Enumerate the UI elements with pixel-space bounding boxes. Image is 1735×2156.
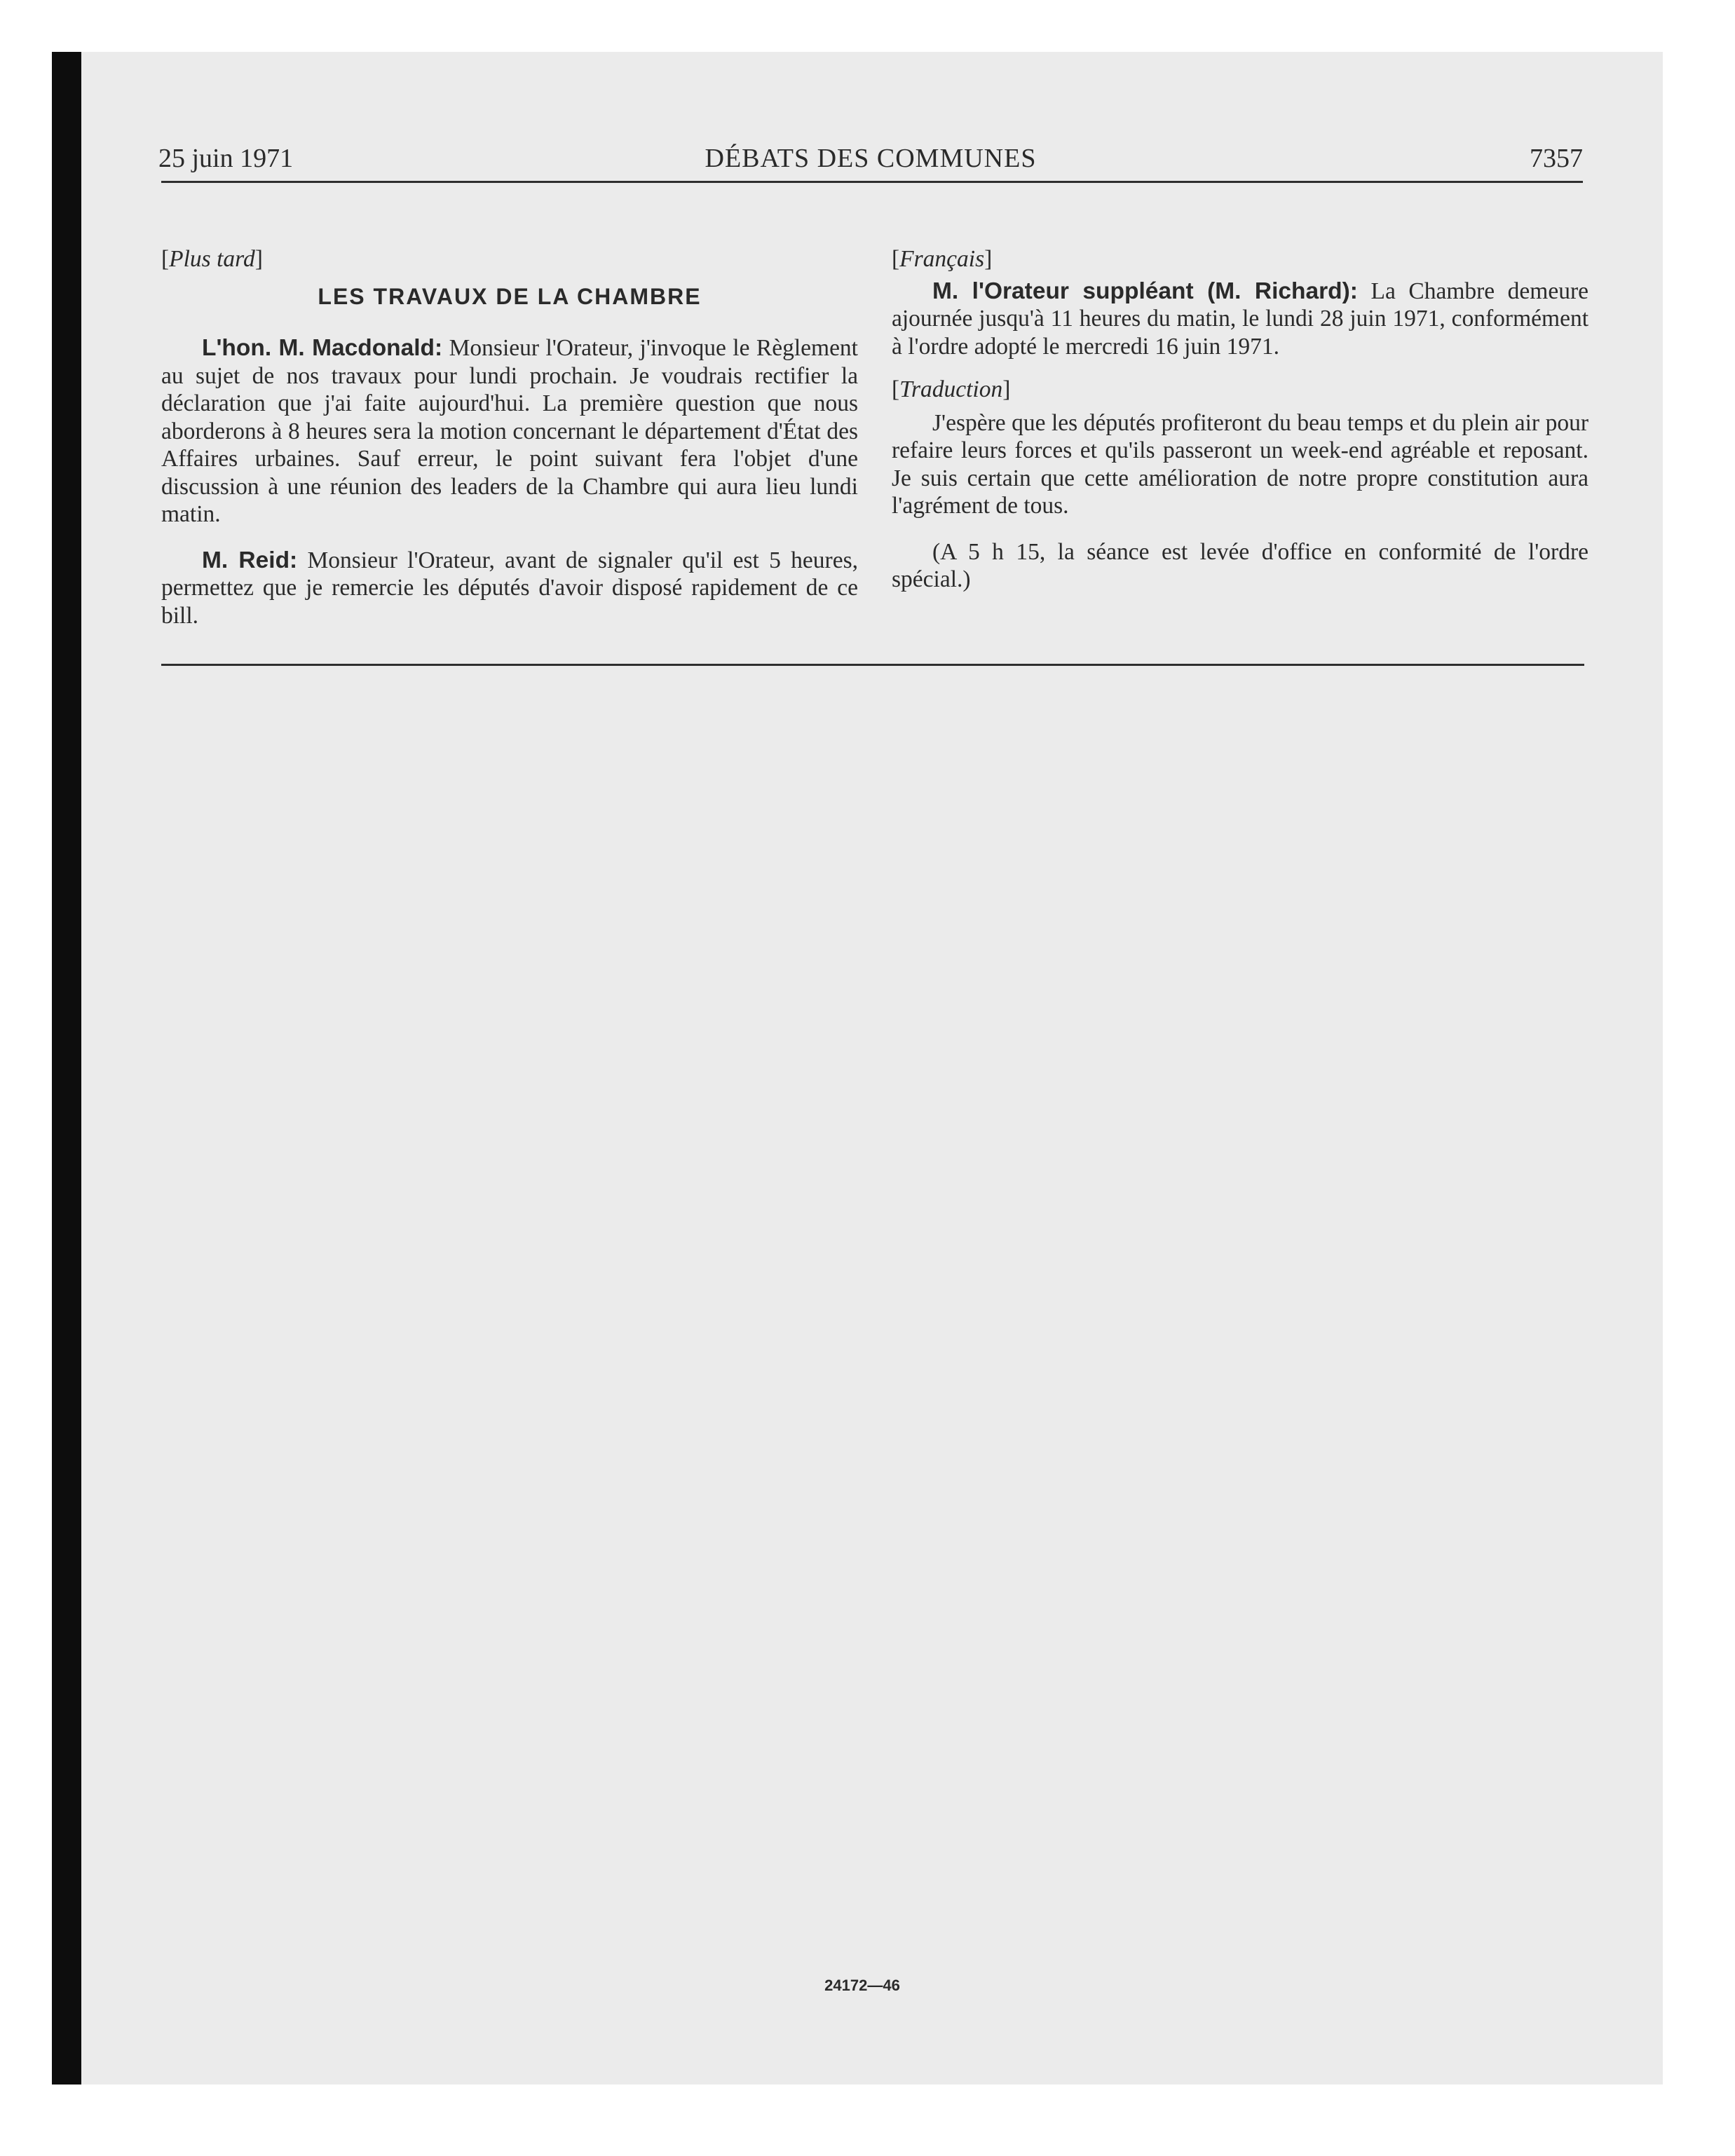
translation-marker-text: Traduction: [899, 376, 1003, 402]
paragraph-text: Monsieur l'Orateur, avant de signaler qu'il est 5 heures, permettez que je remercie les députés d'avoir disposé rapidement de ce bill.: [161, 547, 858, 629]
page-number: 7357: [1530, 144, 1583, 173]
paragraph: [161, 334, 858, 528]
adjournment-note: (A 5 h 15, la séance est levée d'office en conformité de l'ordre spécial.): [892, 538, 1588, 592]
section-marker-text: Plus tard: [169, 246, 255, 272]
language-marker: [Français]: [892, 246, 993, 272]
page-header: [158, 143, 1583, 182]
header-title: DÉBATS DES COMMUNES: [705, 144, 1037, 173]
section-marker: [Plus tard]: [161, 246, 263, 272]
print-code: 24172—46: [824, 1977, 900, 1994]
paragraph: [892, 278, 1588, 361]
speaker-name: M. l'Orateur suppléant (M. Richard):: [932, 278, 1358, 304]
header-rule: [161, 181, 1583, 183]
section-end-rule: [161, 664, 1584, 666]
left-column: [161, 245, 858, 648]
section-heading: LES TRAVAUX DE LA CHAMBRE: [318, 283, 702, 309]
paragraph: [161, 547, 858, 630]
paragraph-text: La Chambre demeure ajournée jusqu'à 11 heures du matin, le lundi 28 juin 1971, conformément à l'ordre adopté le mercredi 16 juin 1971.: [892, 278, 1589, 360]
right-column: [892, 245, 1588, 612]
paragraph: J'espère que les députés profiteront du beau temps et du plein air pour refaire leurs forces et qu'ils passeront un week-end agréable et reposant. Je suis certain que cette amélioration de notre propre constitution aura l'agrément de tous.: [892, 409, 1588, 519]
header-date: 25 juin 1971: [158, 144, 294, 173]
speaker-name: M. Reid:: [202, 547, 298, 573]
translation-marker: [Traduction]: [892, 376, 1011, 402]
speaker-name: L'hon. M. Macdonald:: [202, 335, 443, 361]
language-marker-text: Français: [899, 246, 985, 272]
binding-edge: [52, 52, 81, 2085]
paragraph-text: Monsieur l'Orateur, j'invoque le Règlement au sujet de nos travaux pour lundi prochain. Je voudrais rectifier la déclaration que j'ai faite aujourd'hui. La première question que nous aborderons à 8 heures sera la motion concernant le département d'État des Affaires urbaines. Sauf erreur, le point suivant fera l'objet d'une discussion à une réunion des leaders de la Chambre qui aura lieu lundi matin.: [161, 335, 858, 527]
